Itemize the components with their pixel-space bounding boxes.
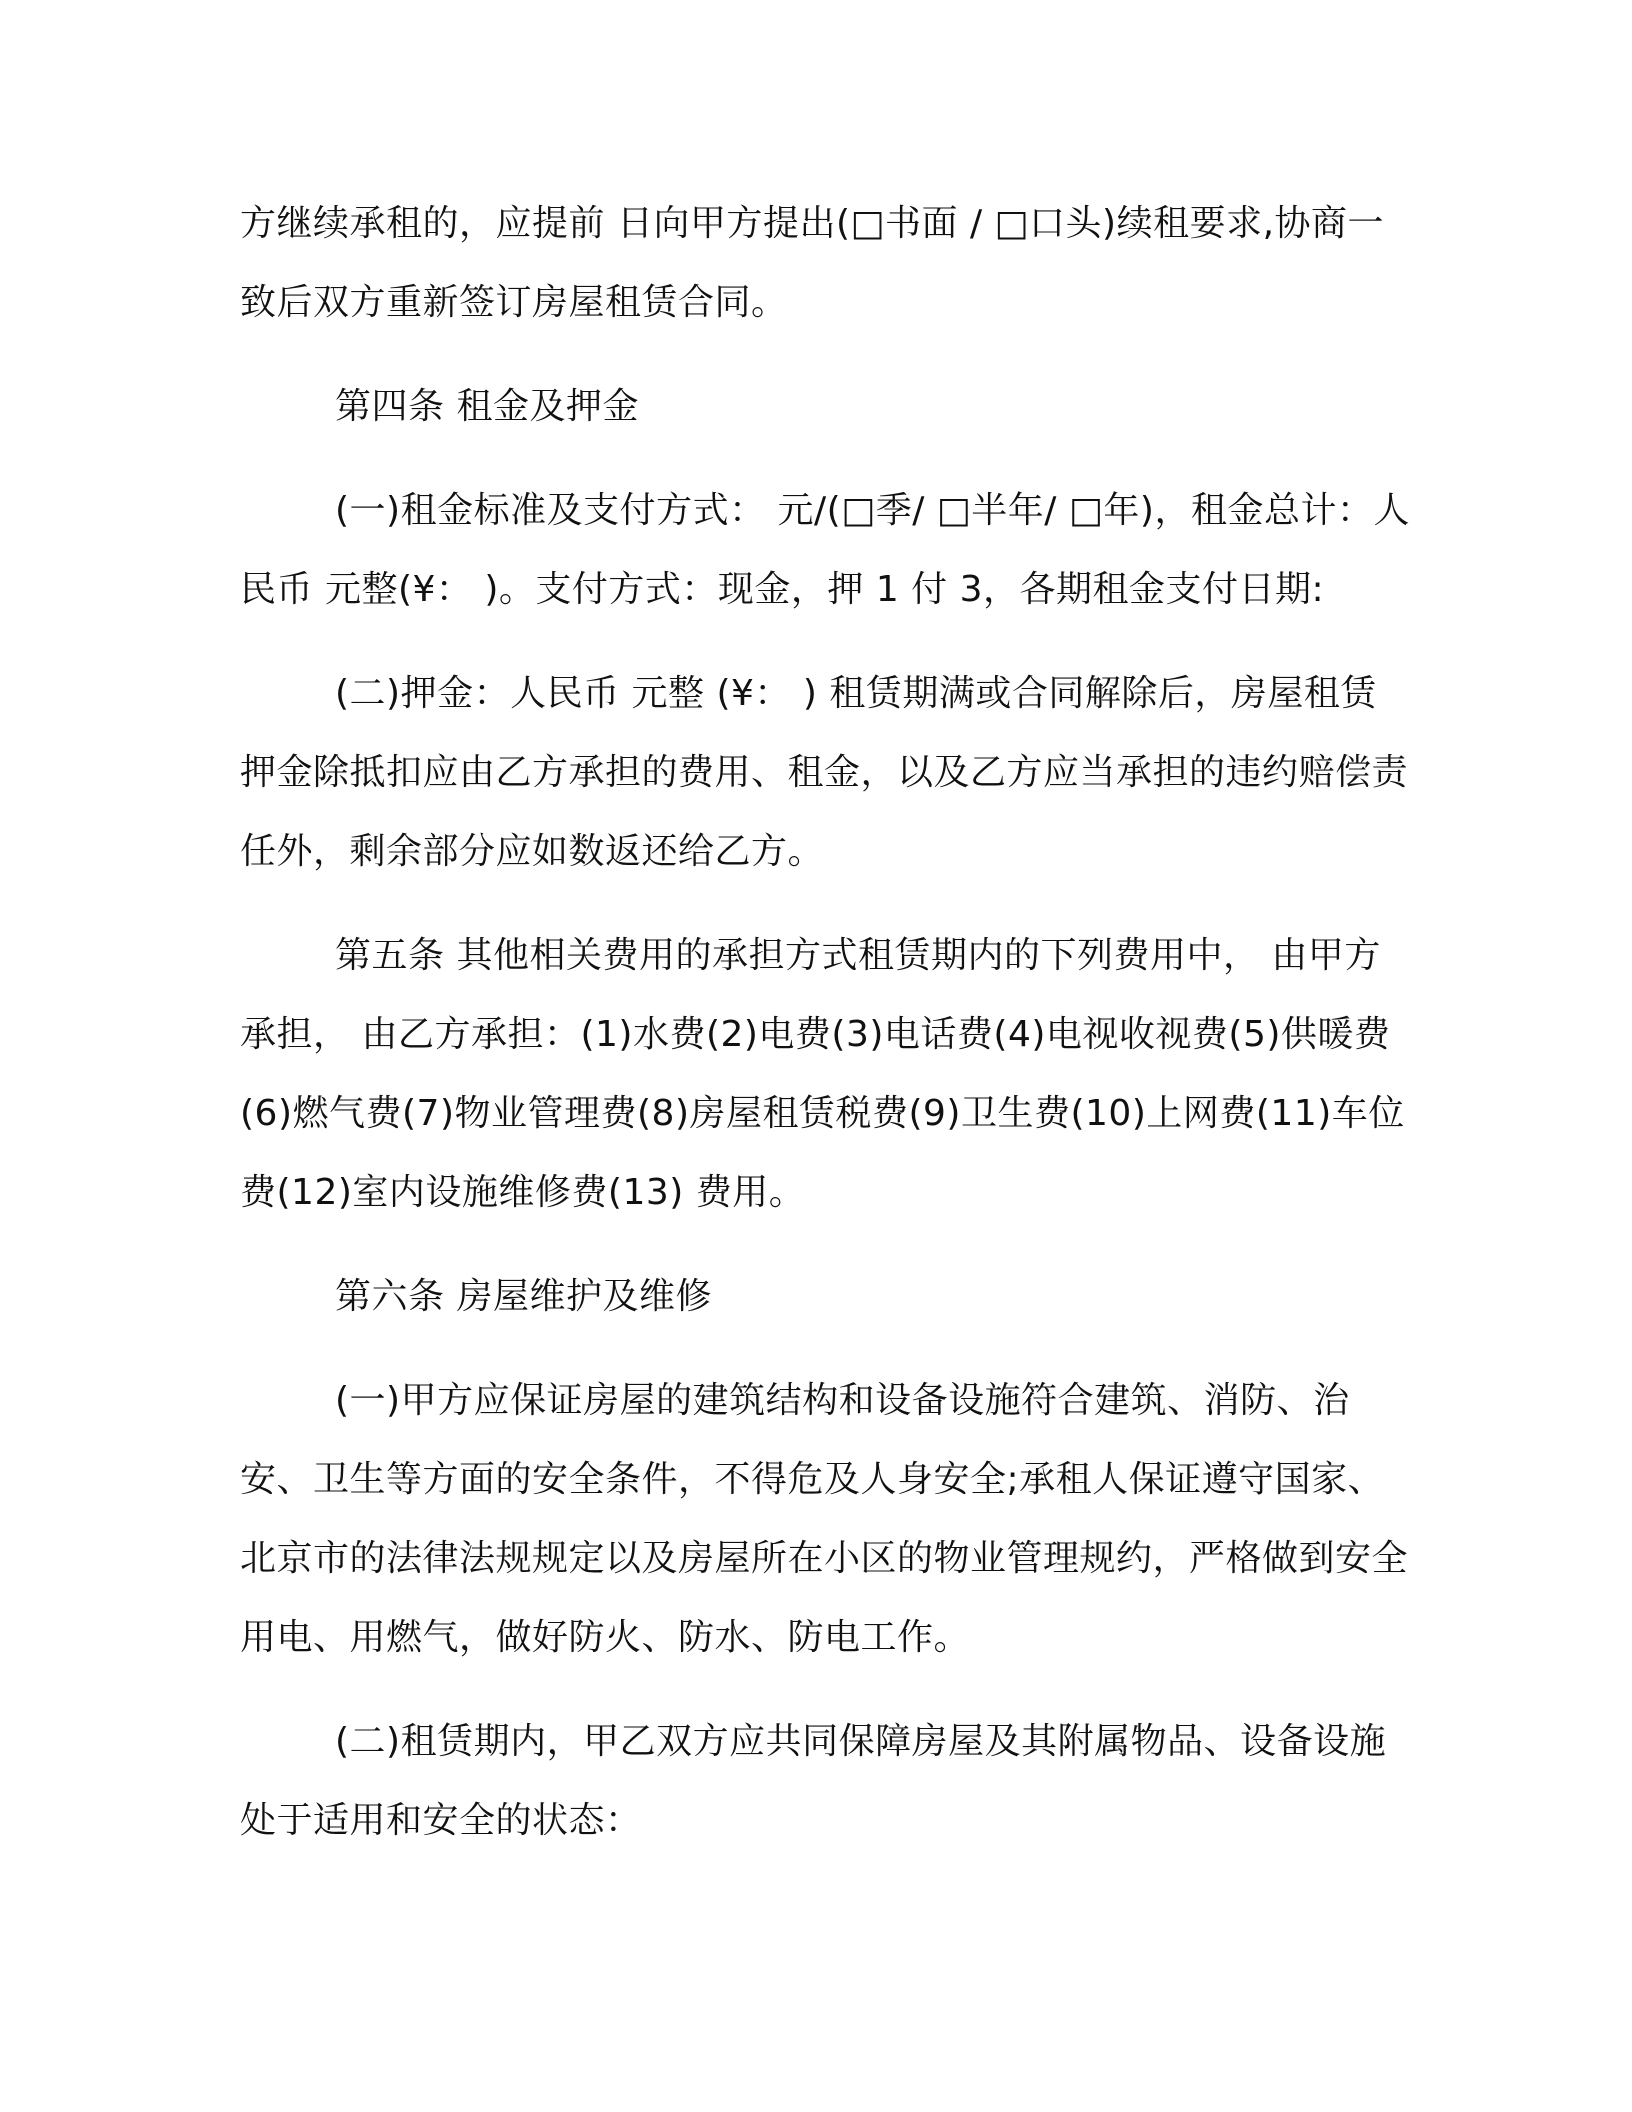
paragraph-safety-conditions: (一)甲方应保证房屋的建筑结构和设备设施符合建筑、消防、治安、卫生等方面的安全条件，不得危及人身安全;承租人保证遵守国家、北京市的法律法规规定以及房屋所在小区的物业管理规约，严格做到安全用电、用燃气，做好防火、防水、防电工作。 [240,1380,1409,1658]
paragraph-article-5-fees: 第五条 其他相关费用的承担方式租赁期内的下列费用中， 由甲方承担， 由乙方承担：(1)水费(2)电费(3)电话费(4)电视收视费(5)供暖费(6)燃气费(7)物业管理费(8)房屋租赁税费(9)卫生费(10)上网费(11)车位费(12)室内设施维修费(13) 费用。 [240,935,1405,1213]
heading-article-4: 第四条 租金及押金 [335,386,639,427]
heading-article-6: 第六条 房屋维护及维修 [335,1276,712,1317]
paragraph-maintenance-state: (二)租赁期内，甲乙双方应共同保障房屋及其附属物品、设备设施处于适用和安全的状态： [240,1721,1387,1841]
document-body [240,184,1410,1885]
paragraph-deposit: (二)押金：人民币 元整 (¥： ) 租赁期满或合同解除后，房屋租赁押金除抵扣应由乙方承担的费用、租金，以及乙方应当承担的违约赔偿责任外，剩余部分应如数返还给乙方。 [240,673,1409,872]
paragraph-rent-standard: (一)租金标准及支付方式： 元/(□季/ □半年/ □年)，租金总计：人民币 元整(¥： )。支付方式：现金，押 1 付 3，各期租金支付日期: [240,490,1410,610]
paragraph-renewal-continuation: 方继续承租的，应提前 日向甲方提出(□书面 / □口头)续租要求,协商一致后双方重新签订房屋租赁合同。 [240,203,1385,323]
